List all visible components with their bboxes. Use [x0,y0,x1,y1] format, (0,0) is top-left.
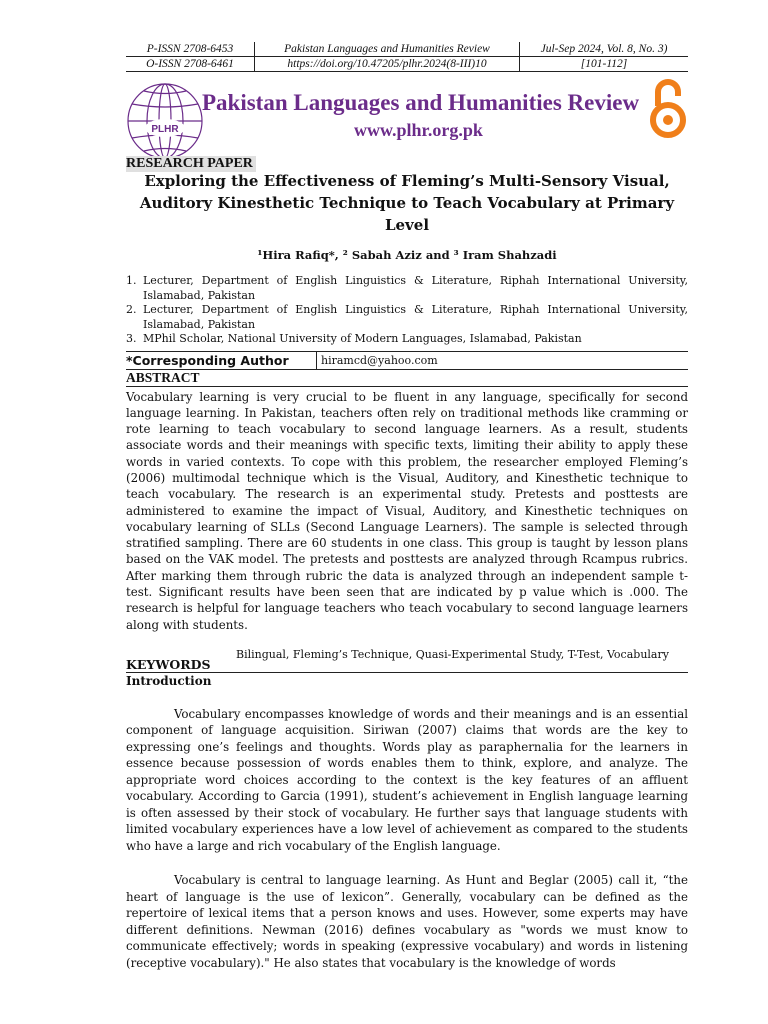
journal-header-table [126,42,688,72]
affiliation-item: 1. Lecturer, Department of English Linguistics & Literature, Riphah International University, Islamabad, Pakistan [126,274,688,302]
plhr-globe-logo [124,80,206,162]
affiliations [126,274,688,347]
pissn: P-ISSN 2708-6453 [126,42,255,57]
page-range: [101-112] [520,57,689,72]
logo-text: PLHR [151,124,179,135]
research-paper-label: RESEARCH PAPER [126,156,256,172]
body-paragraph-1: Vocabulary encompasses knowledge of words and their meanings and is an essential component of language acquisition. Siriwan (2007) claims that words are the key to expressing one’s feelings and thoughts. Words play as paraphernalia for the learners in essence because possession of words enables them to think, explore, and analyze. The appropriate word choices according to the context is the key features of an affluent vocabulary. According to Garcia (1991), student’s achievement in English language learning is often assessed by their stock of vocabulary. He further says that language students with limited vocabulary experiences have a low level of achievement as compared to the students who have a large and rich vocabulary of the English language. [126,706,688,853]
introduction-heading: Introduction [126,673,212,688]
journal-title: Pakistan Languages and Humanities Review [202,90,640,115]
abstract-text: Vocabulary learning is very crucial to be fluent in any language, specifically for second language learning. In Pakistan, teachers often rely on traditional methods like cramming or rote learning to teach vocabulary to second language learners. As a result, students associate words and their meanings with specific texts, limiting their ability to apply these words in varied contexts. To cope with this problem, the researcher employed Fleming’s (2006) multimodal technique which is the Visual, Auditory, and Kinesthetic technique to teach vocabulary. The research is an experimental study. Pretests and posttests are administered to examine the impact of Visual, Auditory, and Kinesthetic techniques on vocabulary learning of SLLs (Second Language Learners). The sample is selected through stratified sampling. There are 60 students in one class. This group is taught by lesson plans based on the VAK model. The pretests and posttests are analyzed through Rcampus rubrics. After marking them through rubric the data is analyzed through an independent sample t-test. Significant results have been seen that are indicated by p value which is .000. The research is helpful for language teachers who teach vocabulary to second language learners along with students. [126,389,688,632]
keywords-row [126,647,688,673]
journal-name-header: Pakistan Languages and Humanities Review [255,42,520,57]
affiliation-item: 3. MPhil Scholar, National University of Modern Languages, Islamabad, Pakistan [126,332,582,345]
oissn: O-ISSN 2708-6461 [126,57,255,72]
paper-title [126,170,688,236]
issue-info: Jul-Sep 2024, Vol. 8, No. 3) [520,42,689,57]
keywords-label: KEYWORDS [126,656,211,672]
body-paragraph-2: Vocabulary is central to language learning. As Hunt and Beglar (2005) call it, “the heart of language is the use of lexicon”. Generally, vocabulary can be defined as the repertoire of lexical items that a person knows and uses. However, some experts may have different definitions. Newman (2016) defines vocabulary as "words we must know to communicate effectively; words in speaking (expressive vocabulary) and words in listening (receptive vocabulary)." He also states that vocabulary is the knowledge of words [126,873,688,970]
abstract-heading: ABSTRACT [126,370,688,387]
authors: ¹Hira Rafiq*, ² Sabah Aziz and ³ Iram Shahzadi [257,248,557,262]
journal-url[interactable]: www.plhr.org.pk [354,120,483,140]
journal-banner [126,74,688,164]
title-line-2: Auditory Kinesthetic Technique to Teach Vocabulary at Primary Level [139,194,675,234]
keywords-list: Bilingual, Fleming’s Technique, Quasi-Experimental Study, T-Test, Vocabulary [236,647,669,661]
corresponding-author-label: *Corresponding Author [126,352,289,368]
doi-link[interactable]: https://doi.org/10.47205/plhr.2024(8-III)10 [255,57,520,72]
paper-page [126,42,688,971]
title-line-1: Exploring the Effectiveness of Fleming’s Multi-Sensory Visual, [144,172,670,190]
open-access-lock-icon [648,76,688,138]
corresponding-email[interactable]: hiramcd@yahoo.com [316,352,438,369]
corresponding-author-row [126,351,688,370]
affiliation-item: 2. Lecturer, Department of English Linguistics & Literature, Riphah International University, Islamabad, Pakistan [126,303,688,331]
